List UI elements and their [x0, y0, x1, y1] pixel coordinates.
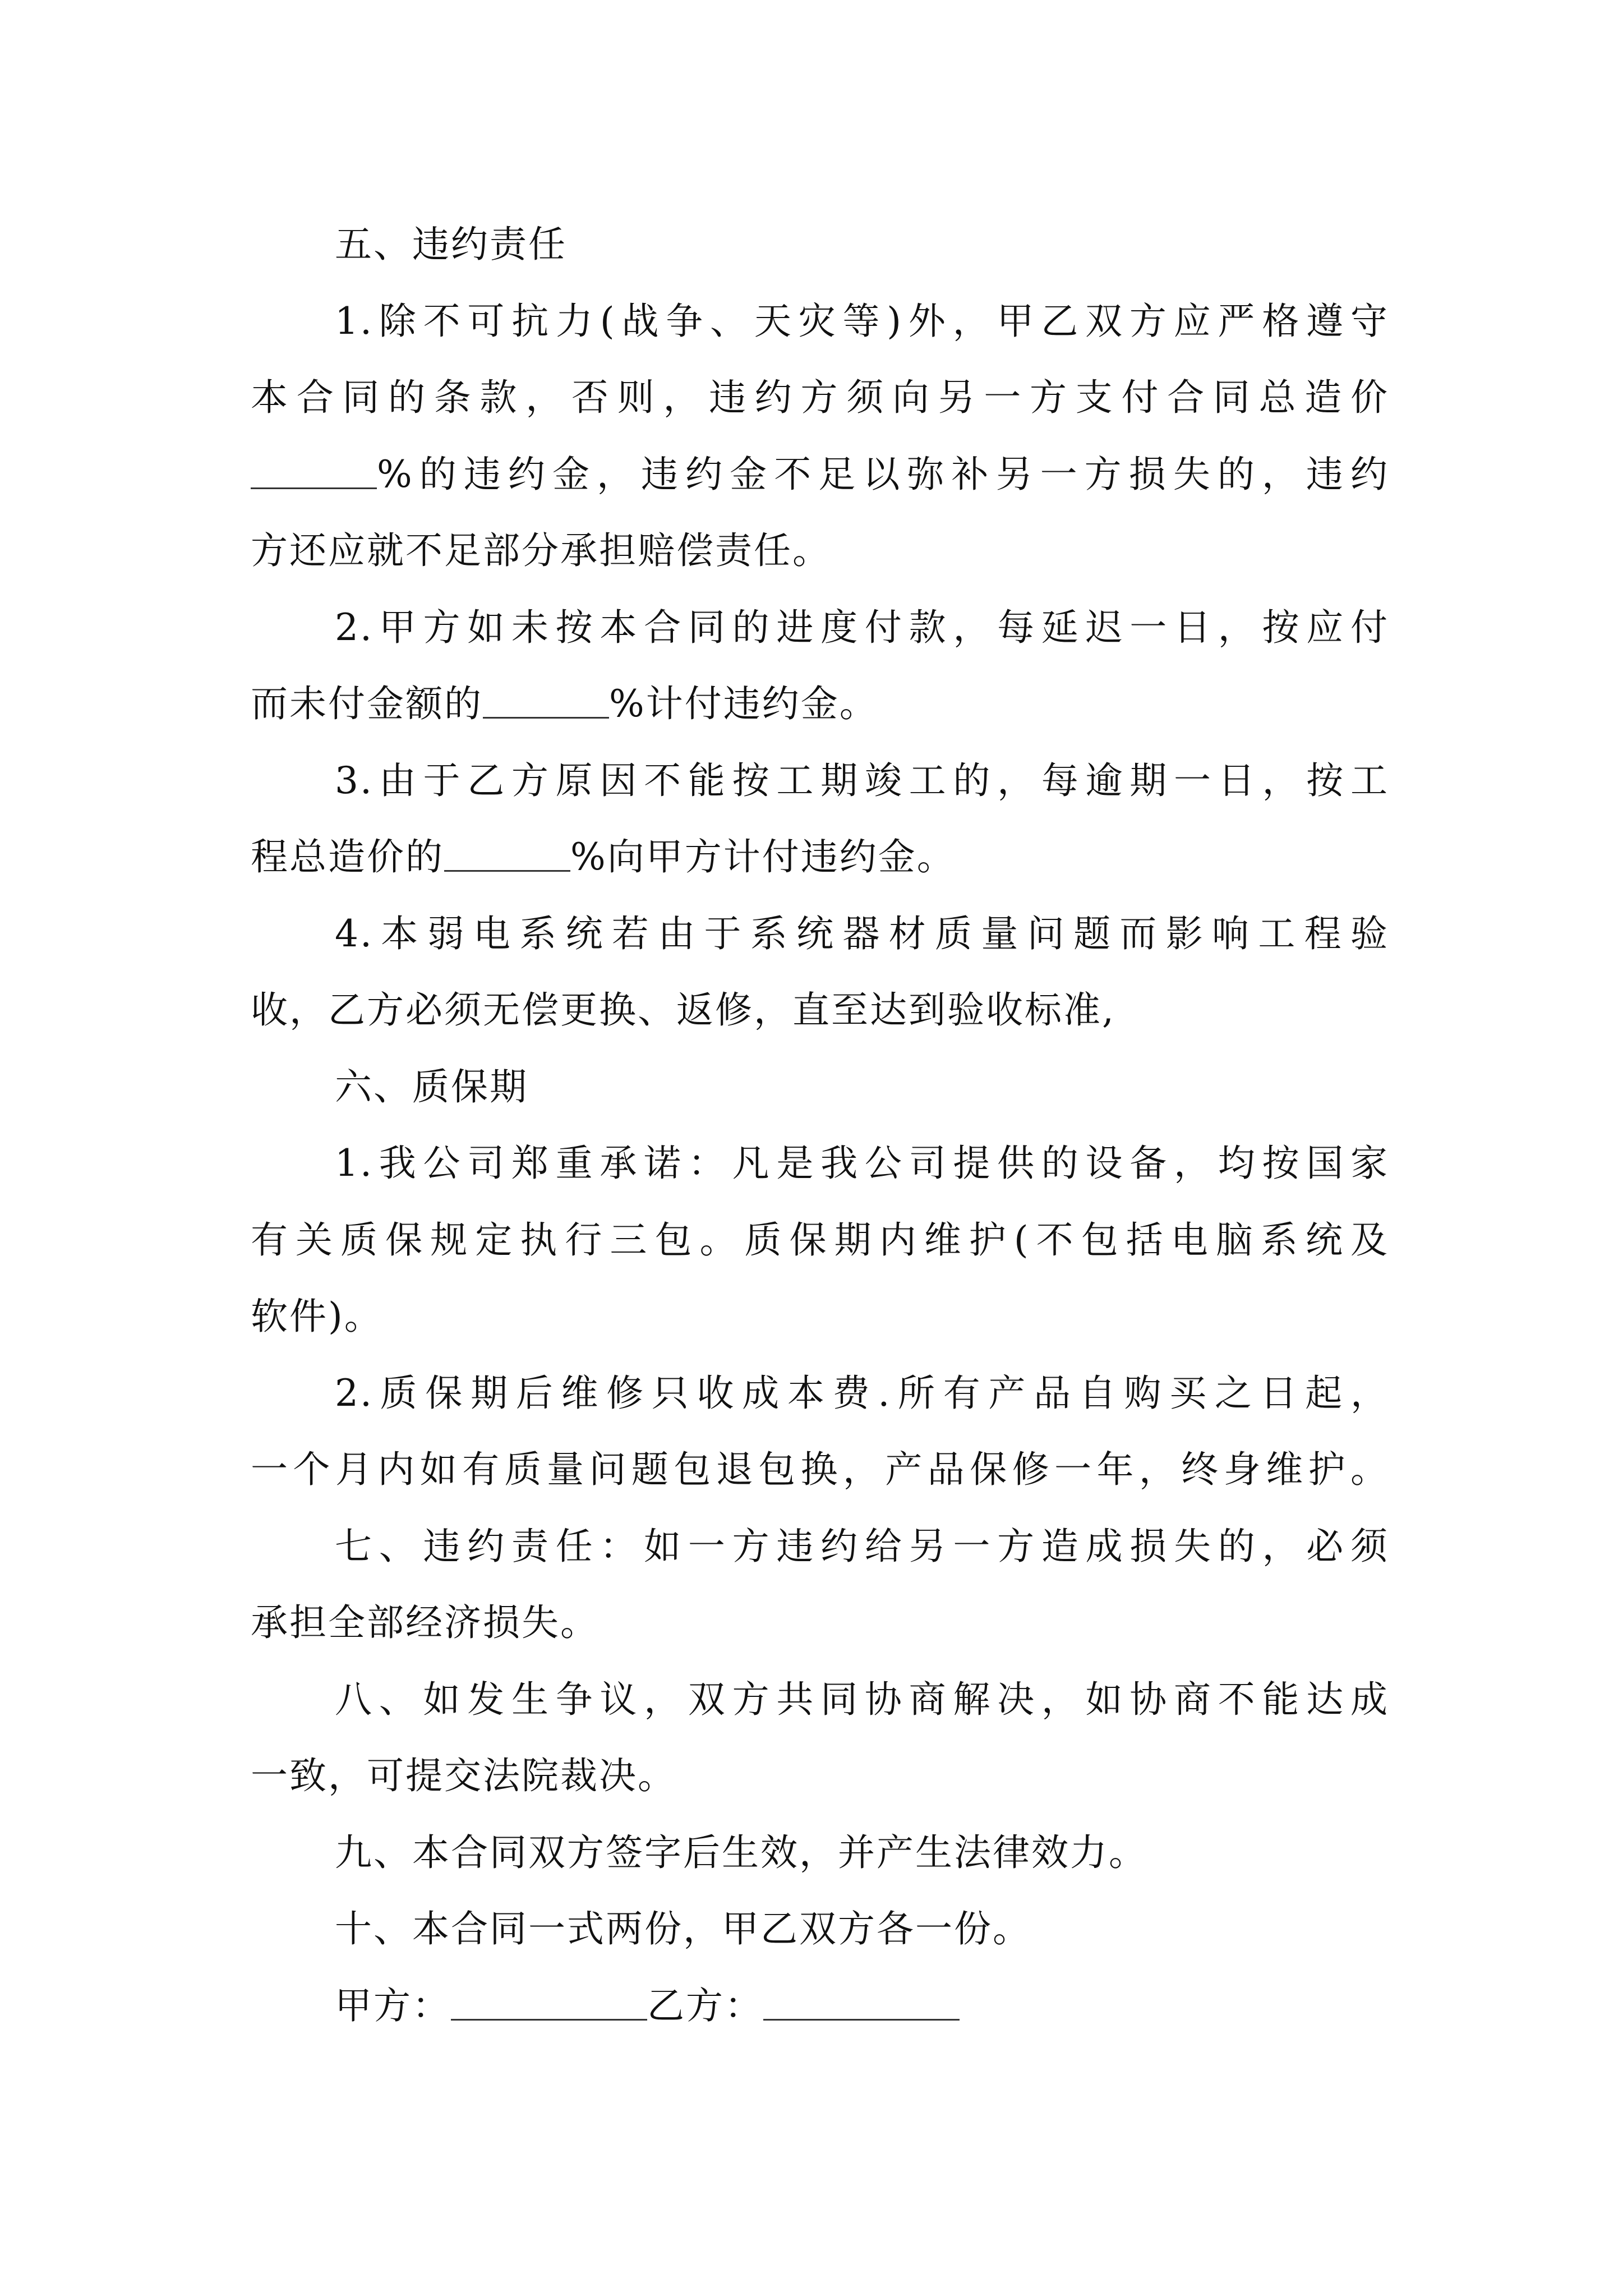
party-a-signature-blank [451, 1985, 647, 2021]
clause-6-1-line-1: 1.我公司郑重承诺：凡是我公司提供的设备，均按国家 [335, 1142, 1389, 1185]
clause-5-3-line-2-text-a: 程总造价的 [251, 835, 444, 878]
clause-5-2-line-2-text-b: %计付违约金。 [609, 682, 878, 725]
section-7-line-2: 承担全部经济损失。 [251, 1601, 599, 1644]
section-7-line-1: 七、违约责任：如一方违约给另一方造成损失的，必须 [335, 1524, 1389, 1568]
clause-6-1-line-3: 软件)。 [251, 1295, 383, 1338]
signature-line [251, 1968, 1389, 2045]
section-5-heading: 五、违约责任 [335, 223, 567, 266]
section-8-line-2: 一致，可提交法院裁决。 [251, 1754, 676, 1797]
clause-5-3-line-2-text-b: %向甲方计付违约金。 [570, 835, 956, 878]
clause-5-3-line-1: 3.由于乙方原因不能按工期竣工的，每逾期一日，按工 [335, 758, 1389, 802]
late-payment-rate-blank [483, 683, 609, 719]
delay-penalty-rate-blank [444, 836, 570, 872]
clause-5-1-line-1: 1.除不可抗力(战争、天灾等)外，甲乙双方应严格遵守 [335, 299, 1389, 343]
clause-5-2-line-2-text-a: 而未付金额的 [251, 682, 483, 725]
clause-6-2-line-2: 一个月内如有质量问题包退包换，产品保修一年，终身维护。 [251, 1448, 1389, 1491]
party-a-label: 甲方： [335, 1984, 451, 2027]
contract-body [251, 206, 1389, 2044]
clause-5-1-line-3-text: %的违约金，违约金不足以弥补另一方损失的，违约 [377, 452, 1389, 496]
clause-5-2-line-1: 2.甲方如未按本合同的进度付款，每延迟一日，按应付 [335, 605, 1389, 649]
clause-5-2-line-2 [251, 666, 1389, 743]
clause-5-3-line-2 [251, 819, 1389, 896]
penalty-rate-blank [251, 454, 377, 489]
clause-6-2-line-1: 2.质保期后维修只收成本费.所有产品自购买之日起， [335, 1371, 1389, 1415]
clause-5-4-line-1: 4.本弱电系统若由于系统器材质量问题而影响工程验 [335, 912, 1389, 955]
section-9: 九、本合同双方签字后生效，并产生法律效力。 [335, 1830, 1147, 1874]
clause-6-1-line-2: 有关质保规定执行三包。质保期内维护(不包括电脑系统及 [251, 1218, 1389, 1262]
section-10: 十、本合同一式两份，甲乙双方各一份。 [335, 1907, 1031, 1950]
clause-5-1-line-4: 方还应就不足部分承担赔偿责任。 [251, 529, 831, 572]
clause-5-1-line-3 [251, 436, 1389, 513]
party-b-signature-blank [763, 1985, 960, 2021]
section-8-line-1: 八、如发生争议，双方共同协商解决，如协商不能达成 [335, 1677, 1389, 1721]
clause-5-4-line-2: 收，乙方必须无偿更换、返修，直至达到验收标准, [251, 988, 1115, 1032]
section-6-heading: 六、质保期 [335, 1065, 528, 1108]
clause-5-1-line-2: 本合同的条款，否则，违约方须向另一方支付合同总造价 [251, 376, 1389, 419]
party-b-label: 乙方： [647, 1984, 763, 2027]
